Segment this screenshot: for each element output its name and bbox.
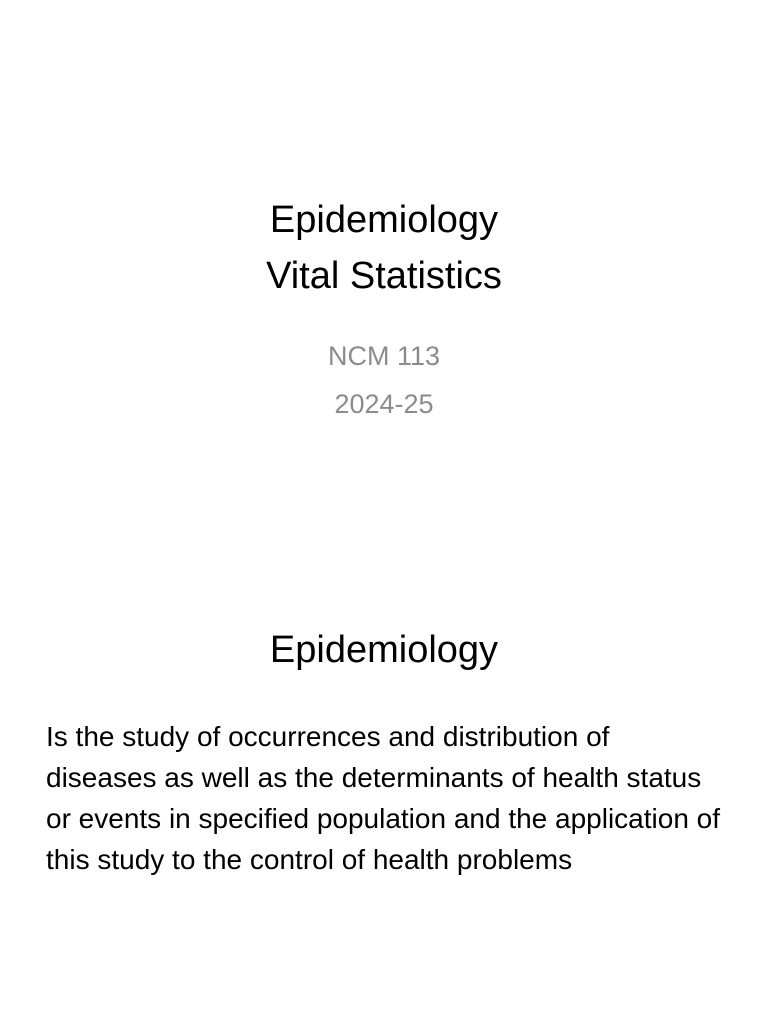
slide-subtitle (0, 332, 768, 428)
slide-title (0, 192, 768, 304)
title-line-epidemiology: Epidemiology (269, 199, 499, 241)
title-line-vital-statistics: Vital Statistics (266, 255, 502, 297)
academic-year: 2024-25 (334, 389, 434, 419)
content-slide-title: Epidemiology (269, 629, 499, 671)
content-slide (0, 512, 768, 1024)
definition-text: Is the study of occurrences and distribution of diseases as well as the determinants of health status or events in specified population and the application of this study to the control of health problems (46, 721, 721, 875)
course-code: NCM 113 (327, 341, 441, 371)
